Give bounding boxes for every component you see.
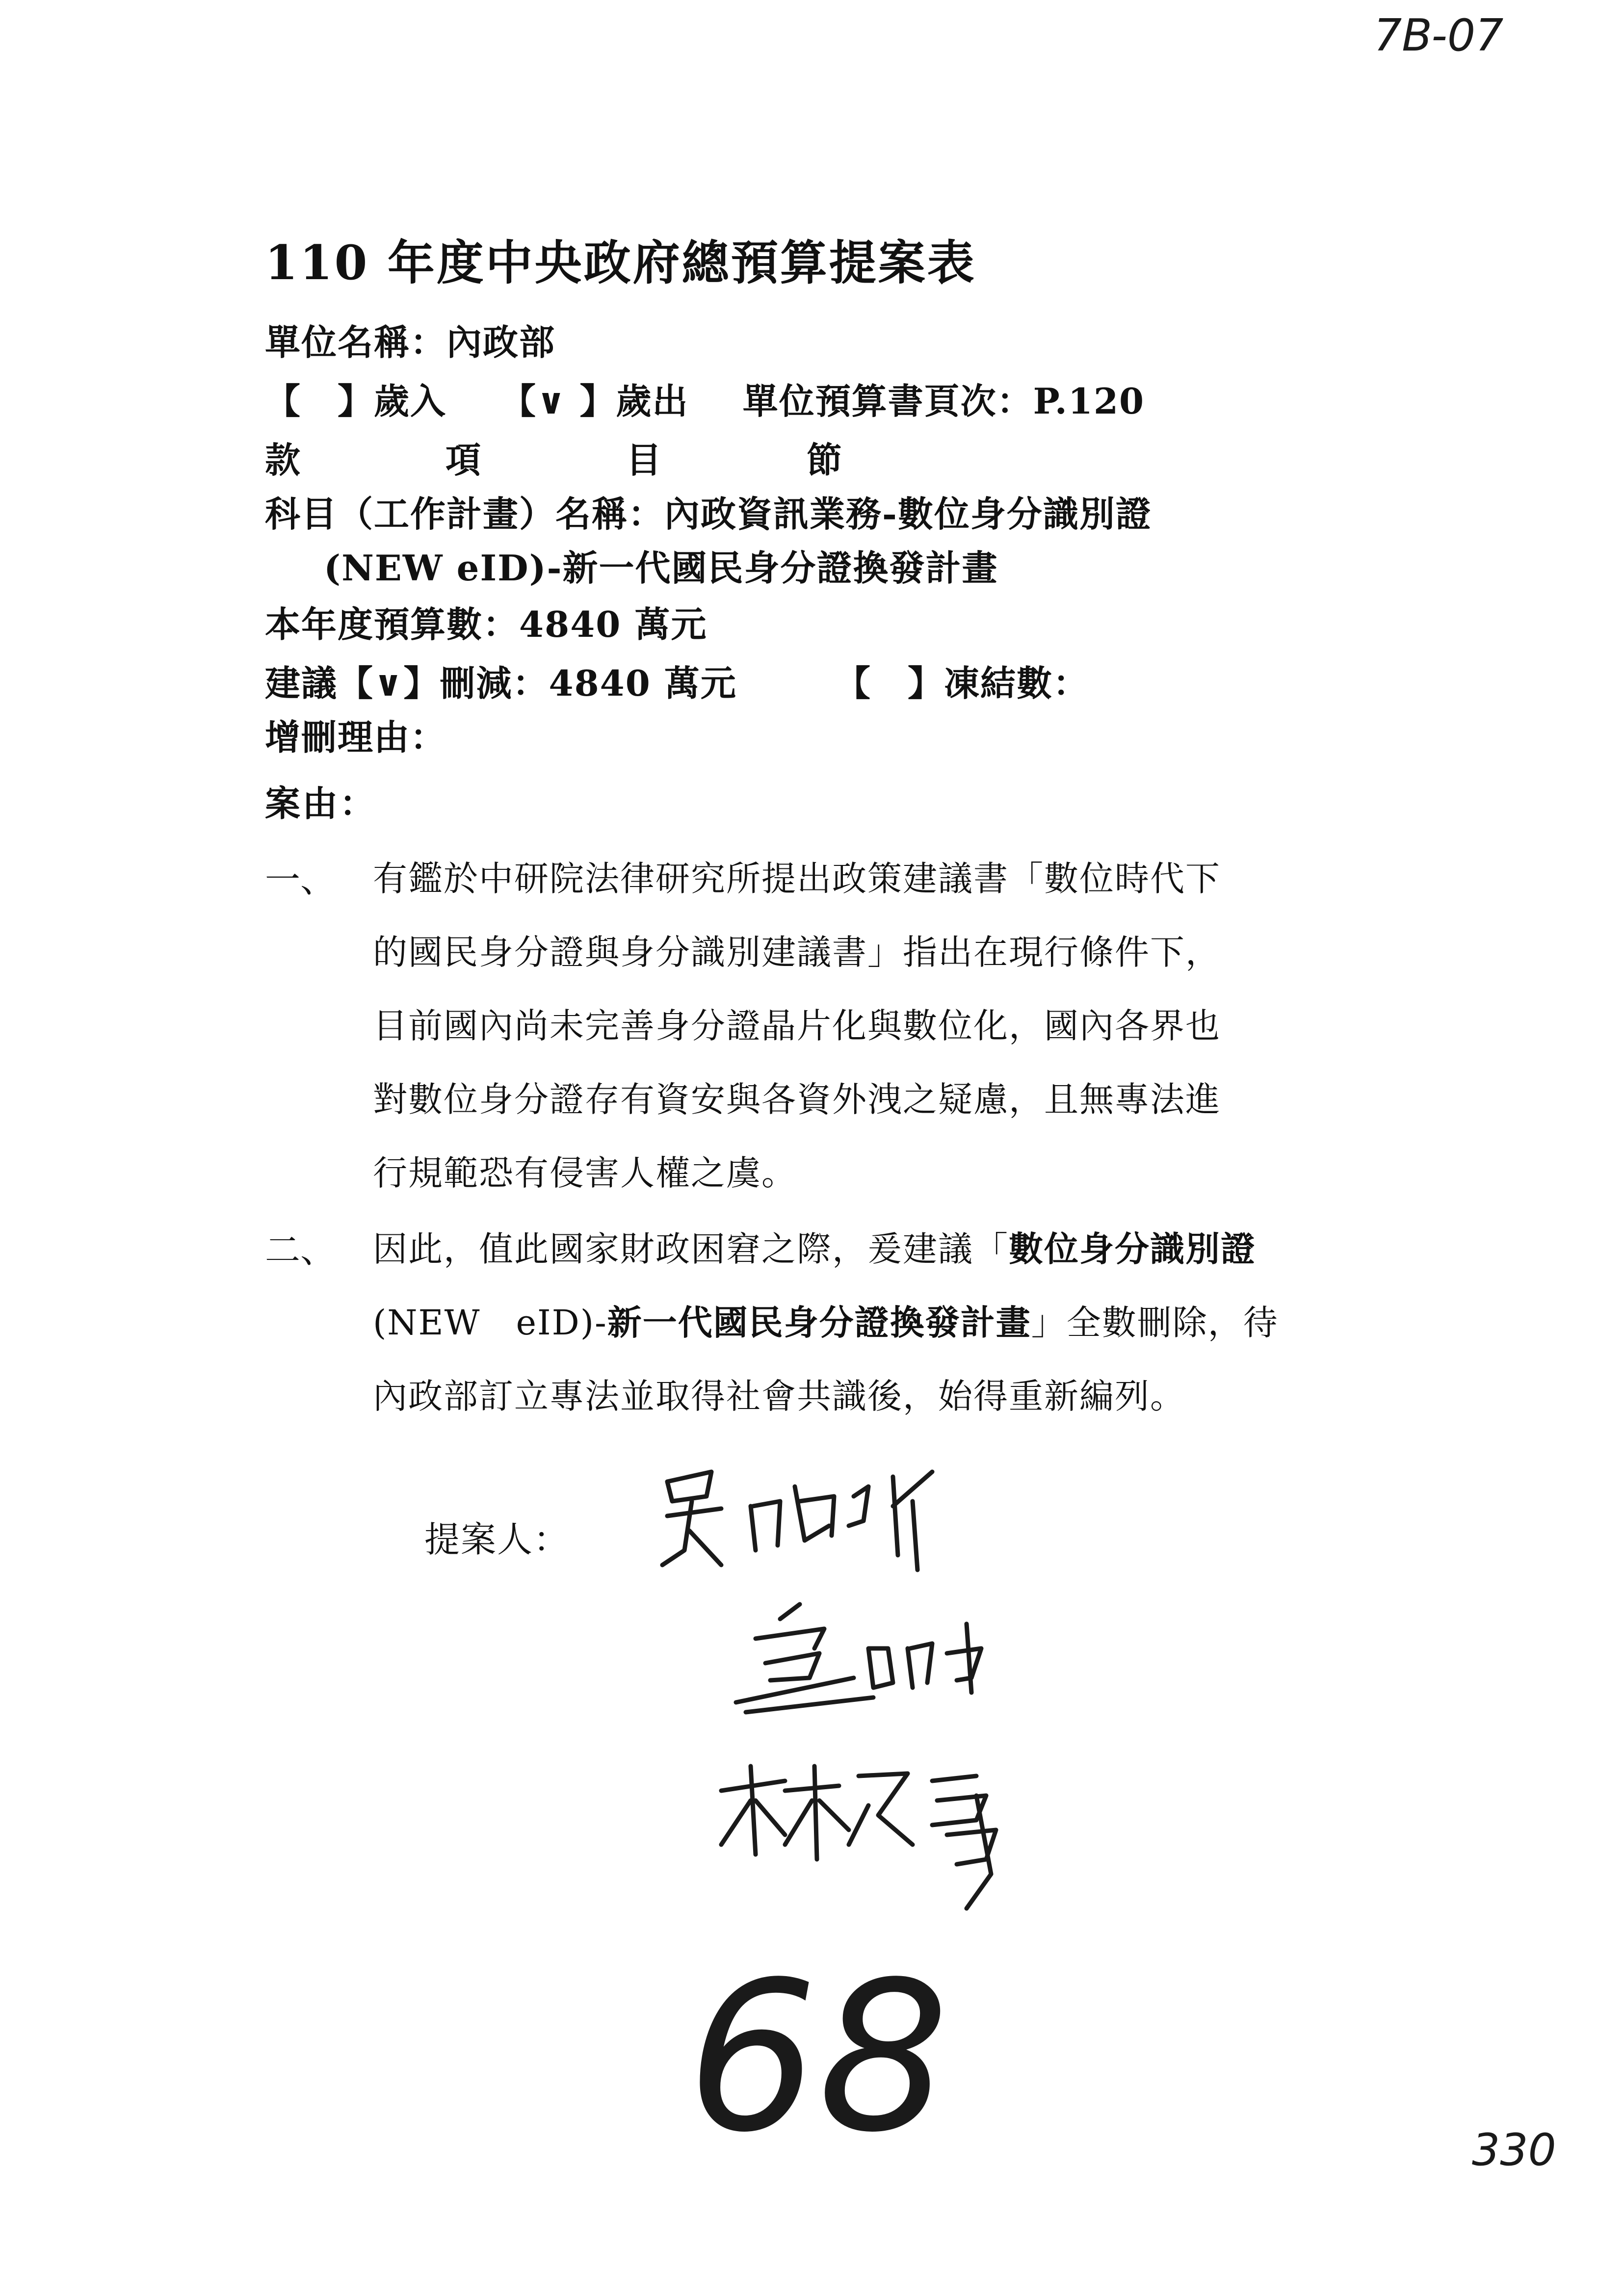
item-1-line: 有鑑於中研院法律研究所提出政策建議書「數位時代下 <box>373 859 1221 899</box>
proposal-row <box>265 655 1089 706</box>
signature-2 <box>726 1594 1001 1722</box>
item-2-text: 因此，值此國家財政困窘之際，爰建議「 <box>373 1229 1009 1269</box>
signature-1 <box>638 1452 957 1580</box>
item-2-line: 內政部訂立專法並取得社會共識後，始得重新編列。 <box>373 1376 1185 1416</box>
item-1-line: 的國民身分證與身分識別建議書」指出在現行條件下， <box>373 932 1221 972</box>
item-1-line: 行規範恐有侵害人權之虞。 <box>373 1153 797 1193</box>
category-mu: 目 <box>626 439 663 481</box>
item-2-bold-text: 新一代國民身分證換發計畫 <box>607 1302 1031 1343</box>
budget-amount: 本年度預算數：4840 萬元 <box>265 603 707 645</box>
item-2-text: 」全數刪除，待 <box>1031 1303 1279 1343</box>
item-2-bold-text: 數位身分識別證 <box>1009 1228 1256 1269</box>
subject-name-line1: 科目（工作計畫）名稱：內政資訊業務-數位身分識別證 <box>265 493 1152 535</box>
category-kuan: 款 <box>265 439 302 481</box>
category-jie: 節 <box>807 439 843 481</box>
item-2-number: 二、 <box>265 1229 336 1271</box>
proposal-reduce: 建議【∨】刪減：4840 萬元 <box>265 662 737 704</box>
budget-page: 單位預算書頁次：P.120 <box>742 380 1145 422</box>
handwritten-number: 68 <box>687 1938 949 2178</box>
item-1-line: 對數位身分證存有資安與各資外洩之疑慮，且無專法進 <box>373 1079 1221 1120</box>
document-title: 110 年度中央政府總預算提案表 <box>265 235 976 290</box>
change-reason: 增刪理由： <box>265 716 447 758</box>
proposal-freeze: 【 】凍結數： <box>835 662 1089 704</box>
proposer-label: 提案人： <box>424 1519 570 1560</box>
category-row <box>265 432 987 483</box>
case-label: 案由： <box>265 783 377 824</box>
page-number: 330 <box>1472 2124 1556 2176</box>
page-marker: 7B-07 <box>1374 10 1504 61</box>
expense-box: 【∨ 】歲出 <box>500 380 689 422</box>
item-2-text: (NEW eID)- <box>373 1303 607 1343</box>
item-1-number: 一、 <box>265 859 336 900</box>
subject-name-line2: (NEW eID)-新一代國民身分證換發計畫 <box>324 547 998 589</box>
revenue-expense-row <box>265 373 1145 424</box>
item-2-line <box>373 1222 1256 1271</box>
unit-name: 單位名稱：內政部 <box>265 321 556 363</box>
signature-3 <box>702 1747 1035 1913</box>
item-2-line <box>373 1295 1279 1345</box>
item-1-line: 目前國內尚未完善身分證晶片化與數位化，國內各界也 <box>373 1006 1221 1046</box>
category-xiang: 項 <box>445 439 482 481</box>
revenue-box: 【 】歲入 <box>265 380 447 422</box>
